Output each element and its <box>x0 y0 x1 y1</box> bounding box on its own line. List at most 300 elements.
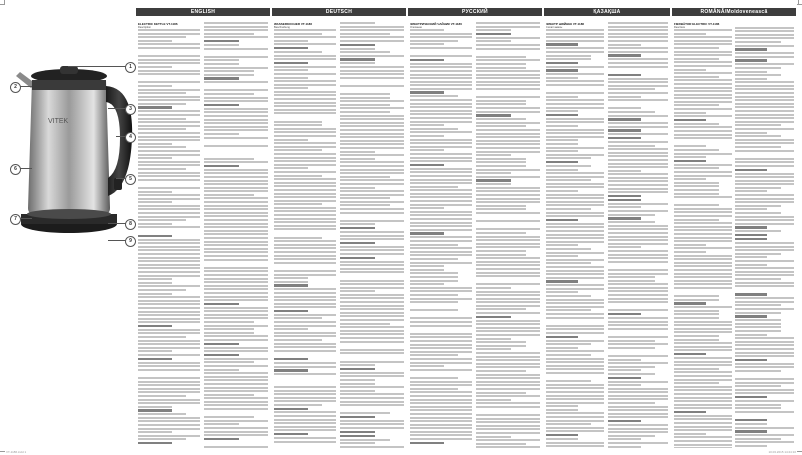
text-line <box>340 301 404 303</box>
text-line <box>138 92 186 94</box>
text-line <box>340 48 375 50</box>
text-line <box>546 354 591 356</box>
english-col-2 <box>204 22 268 448</box>
text-line <box>138 161 200 163</box>
text-line <box>674 389 732 391</box>
text-line <box>274 178 336 180</box>
text-line <box>476 100 526 102</box>
text-line <box>546 270 604 272</box>
text-line <box>410 328 472 331</box>
text-line <box>608 155 668 157</box>
text-line <box>674 349 732 351</box>
text-line <box>274 258 336 260</box>
text-line <box>138 118 186 120</box>
text-line <box>340 115 404 117</box>
text-line <box>608 228 668 230</box>
text-line <box>340 104 390 106</box>
text-line <box>608 246 641 248</box>
text-line <box>735 385 781 387</box>
text-line <box>674 436 732 438</box>
text-line <box>204 347 268 349</box>
text-line <box>608 313 641 315</box>
text-line <box>735 260 794 262</box>
text-line <box>546 336 578 338</box>
text-line <box>138 96 200 98</box>
text-line <box>735 249 794 251</box>
text-line <box>138 264 200 266</box>
text-line <box>674 283 732 285</box>
text-line <box>410 47 472 49</box>
text-line <box>546 99 604 101</box>
text-line <box>476 118 526 120</box>
text-line <box>546 241 604 243</box>
text-line <box>204 29 268 31</box>
callout-2: 2 <box>10 82 21 93</box>
text-line <box>735 52 794 54</box>
text-line <box>735 301 794 303</box>
text-line <box>546 365 604 367</box>
text-line <box>476 29 511 31</box>
text-line <box>340 423 404 425</box>
text-line <box>274 116 336 119</box>
text-line <box>340 125 404 127</box>
text-line <box>608 191 668 193</box>
text-line <box>204 137 268 139</box>
text-line <box>340 51 390 53</box>
text-line <box>340 93 390 95</box>
text-line <box>274 426 336 428</box>
text-line <box>410 251 472 253</box>
text-line <box>138 125 200 127</box>
text-line <box>735 226 767 228</box>
text-line <box>410 196 472 198</box>
text-line <box>274 314 336 316</box>
text-line <box>476 432 540 434</box>
section-subtitle: Description <box>138 26 151 29</box>
text-line <box>274 102 336 104</box>
text-line <box>546 136 604 138</box>
text-line <box>274 157 336 159</box>
text-line <box>410 333 472 335</box>
text-line <box>735 183 794 185</box>
text-line <box>410 186 458 188</box>
text-line <box>608 232 668 234</box>
text-line <box>476 334 540 336</box>
text-block <box>476 22 540 448</box>
text-line <box>546 157 591 159</box>
text-line <box>546 161 578 163</box>
text-line <box>674 422 732 424</box>
text-line <box>735 445 767 447</box>
text-line <box>476 388 540 390</box>
crop-mark <box>4 0 5 5</box>
text-line <box>674 200 732 203</box>
text-line <box>674 29 732 31</box>
text-line <box>674 265 732 267</box>
text-block <box>546 29 604 448</box>
text-line <box>476 154 511 156</box>
text-line <box>340 352 404 354</box>
text-line <box>340 133 404 135</box>
text-line <box>674 137 732 139</box>
text-line <box>608 111 655 113</box>
text-line <box>476 275 540 277</box>
text-line <box>674 426 732 428</box>
text-line <box>476 392 526 394</box>
text-line <box>608 22 668 24</box>
text-line <box>674 368 719 370</box>
text-line <box>410 358 472 360</box>
text-line <box>735 198 794 200</box>
text-line <box>608 173 668 175</box>
text-line <box>410 106 472 108</box>
text-line <box>138 428 200 430</box>
text-line <box>476 228 540 230</box>
text-line <box>340 386 404 388</box>
text-line <box>674 182 719 184</box>
text-line <box>476 122 540 124</box>
text-line <box>274 433 308 435</box>
text-line <box>138 340 200 342</box>
text-line <box>674 382 719 384</box>
kazakh-col-1 <box>546 22 604 448</box>
text-line <box>608 163 668 165</box>
text-line <box>608 221 655 223</box>
text-line <box>138 70 200 72</box>
text-line <box>138 275 200 277</box>
text-line <box>476 330 540 332</box>
text-line <box>674 219 719 221</box>
text-line <box>608 62 668 64</box>
text-line <box>340 161 404 163</box>
text-line <box>340 261 404 263</box>
text-line <box>274 346 336 348</box>
text-line <box>204 237 268 239</box>
text-line <box>274 339 322 341</box>
text-line <box>340 151 375 153</box>
text-line <box>204 51 268 54</box>
text-line <box>410 240 472 242</box>
text-line <box>735 344 794 346</box>
text-line <box>410 117 472 119</box>
text-line <box>735 293 767 295</box>
text-line <box>204 358 268 360</box>
text-line <box>204 446 268 448</box>
text-line <box>204 369 239 371</box>
text-line <box>476 345 526 347</box>
text-line <box>410 214 472 216</box>
text-line <box>608 36 668 38</box>
text-line <box>608 44 641 46</box>
text-line <box>138 260 200 262</box>
text-line <box>274 441 336 443</box>
text-line <box>735 304 781 306</box>
text-line <box>138 139 200 141</box>
text-line <box>410 325 472 327</box>
text-line <box>410 313 472 316</box>
text-line <box>274 185 336 187</box>
text-line <box>274 262 336 264</box>
text-line <box>204 270 268 272</box>
text-line <box>608 115 668 117</box>
text-line <box>735 187 781 189</box>
text-line <box>274 270 336 272</box>
text-line <box>204 148 268 151</box>
text-line <box>546 107 604 109</box>
text-line <box>674 126 732 128</box>
text-line <box>476 107 540 109</box>
text-line <box>674 440 732 442</box>
text-line <box>410 391 472 393</box>
text-line <box>138 420 200 422</box>
text-line <box>340 312 404 314</box>
text-line <box>274 218 336 220</box>
text-line <box>476 165 526 167</box>
text-line <box>274 225 336 227</box>
text-line <box>476 176 540 178</box>
text-line <box>204 314 268 316</box>
text-line <box>735 117 794 119</box>
text-line <box>674 346 732 348</box>
text-block <box>608 22 668 448</box>
text-line <box>410 36 472 38</box>
text-line <box>410 298 472 300</box>
text-line <box>138 354 200 356</box>
text-line <box>204 335 268 337</box>
text-line <box>674 411 706 413</box>
text-line <box>735 205 781 207</box>
text-line <box>138 413 186 415</box>
text-line <box>410 301 458 303</box>
text-line <box>138 343 200 345</box>
text-line <box>476 161 526 163</box>
text-line <box>340 442 375 444</box>
text-line <box>674 175 732 177</box>
text-line <box>340 393 404 395</box>
text-line <box>476 381 540 383</box>
text-line <box>138 350 172 352</box>
text-line <box>735 374 794 377</box>
text-line <box>674 313 719 315</box>
text-line <box>340 390 375 392</box>
text-line <box>546 110 578 112</box>
text-line <box>674 167 719 169</box>
text-line <box>138 296 200 298</box>
text-line <box>674 178 706 180</box>
text-line <box>340 253 404 255</box>
text-line <box>735 334 767 336</box>
text-line <box>476 224 540 227</box>
text-line <box>204 361 254 363</box>
text-line <box>138 62 200 64</box>
text-line <box>735 71 767 73</box>
text-line <box>476 305 540 307</box>
text-line <box>476 261 540 263</box>
text-line <box>410 340 472 342</box>
text-line <box>340 364 375 366</box>
text-line <box>204 126 268 128</box>
text-line <box>476 111 540 113</box>
text-line <box>735 59 767 61</box>
text-line <box>546 43 578 45</box>
text-line <box>735 400 794 402</box>
text-line <box>410 74 472 76</box>
text-line <box>410 121 472 123</box>
text-line <box>138 388 200 390</box>
text-line <box>340 212 404 214</box>
text-line <box>204 194 254 196</box>
text-line <box>476 279 540 282</box>
text-line <box>674 262 732 264</box>
text-line <box>340 427 404 429</box>
text-line <box>204 343 239 345</box>
text-line <box>735 161 794 163</box>
text-line <box>138 172 200 174</box>
text-line <box>410 406 472 408</box>
text-line <box>204 274 268 276</box>
text-line <box>608 343 668 345</box>
text-line <box>476 81 540 83</box>
text-line <box>204 215 268 217</box>
text-line <box>674 47 719 49</box>
text-line <box>204 33 254 35</box>
text-line <box>410 344 472 346</box>
text-line <box>546 118 604 120</box>
text-line <box>340 208 404 210</box>
text-line <box>674 269 732 271</box>
text-line <box>410 182 472 184</box>
text-line <box>340 249 404 251</box>
text-line <box>410 70 472 72</box>
text-line <box>340 183 404 185</box>
text-line <box>340 26 404 28</box>
text-line <box>340 165 404 167</box>
text-line <box>608 280 655 282</box>
text-line <box>735 173 794 175</box>
text-line <box>674 407 732 409</box>
text-line <box>204 397 268 399</box>
text-line <box>546 368 604 370</box>
text-line <box>204 176 268 178</box>
text-line <box>138 438 186 440</box>
text-line <box>138 362 200 364</box>
text-line <box>274 408 308 410</box>
text-line <box>274 265 336 268</box>
text-line <box>340 169 404 171</box>
text-line <box>274 292 336 294</box>
text-line <box>204 205 268 207</box>
text-line <box>204 241 268 243</box>
text-line <box>410 236 472 238</box>
text-line <box>476 374 540 376</box>
callout-8: 8 <box>125 219 136 230</box>
text-line <box>138 406 172 408</box>
text-line <box>410 33 472 35</box>
text-line <box>274 386 336 388</box>
text-line <box>204 285 268 287</box>
text-line <box>476 187 540 189</box>
text-line <box>735 271 794 273</box>
text-line <box>204 248 268 250</box>
text-line <box>735 348 794 350</box>
text-line <box>608 184 668 186</box>
text-line <box>735 146 781 148</box>
text-line <box>546 398 604 400</box>
text-line <box>340 154 404 156</box>
text-line <box>138 347 200 349</box>
text-line <box>204 423 239 425</box>
text-line <box>546 150 578 152</box>
text-line <box>340 73 404 75</box>
text-line <box>340 379 375 381</box>
text-line <box>340 179 404 181</box>
text-line <box>340 323 390 325</box>
text-line <box>274 51 322 53</box>
text-line <box>546 84 604 86</box>
russian-col-1 <box>410 22 472 448</box>
text-line <box>608 416 668 418</box>
text-line <box>340 44 375 46</box>
text-line <box>138 246 200 248</box>
text-line <box>138 212 200 214</box>
text-line <box>340 319 404 321</box>
text-line <box>410 81 472 83</box>
text-line <box>476 272 540 274</box>
text-line <box>546 427 604 429</box>
english-panel <box>136 8 270 448</box>
text-line <box>340 58 375 60</box>
text-line <box>476 410 540 413</box>
text-line <box>138 103 186 105</box>
text-line <box>735 363 794 365</box>
text-line <box>546 395 604 397</box>
text-line <box>546 88 604 91</box>
text-line <box>410 189 472 191</box>
text-line <box>735 37 794 39</box>
text-line <box>546 402 604 404</box>
text-line <box>608 273 668 275</box>
text-line <box>340 194 404 196</box>
text-line <box>410 354 458 356</box>
text-line <box>204 219 268 221</box>
text-line <box>204 93 254 95</box>
text-line <box>138 59 200 61</box>
text-line <box>476 169 540 171</box>
text-line <box>476 125 526 127</box>
text-line <box>674 83 732 85</box>
text-line <box>608 203 668 205</box>
text-line <box>476 77 540 79</box>
text-line <box>608 431 668 433</box>
text-line <box>410 258 458 260</box>
text-line <box>204 40 239 42</box>
text-line <box>476 212 540 214</box>
text-line <box>274 40 308 42</box>
text-line <box>546 96 578 98</box>
text-line <box>674 101 732 103</box>
text-line <box>410 402 472 404</box>
text-line <box>274 182 336 184</box>
text-line <box>608 118 641 120</box>
text-line <box>608 148 668 150</box>
text-line <box>476 136 540 138</box>
text-line <box>546 332 604 334</box>
text-line <box>735 274 794 276</box>
text-line <box>138 198 200 200</box>
text-line <box>274 221 336 223</box>
text-line <box>138 377 200 379</box>
text-line <box>340 368 375 370</box>
